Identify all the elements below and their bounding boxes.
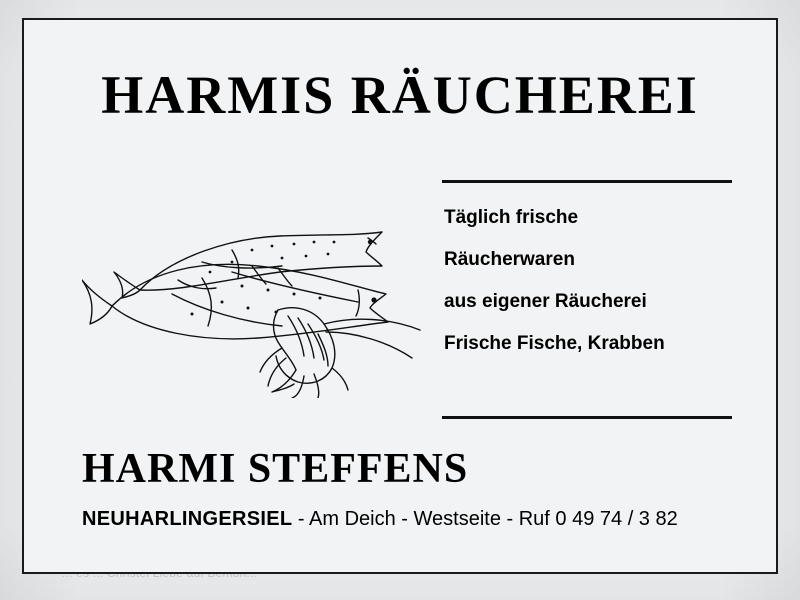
address-line (82, 509, 772, 529)
pitch-line-2: Räucherwaren (444, 249, 575, 270)
shrimp-shape (260, 308, 420, 398)
fish-lower-shape (82, 264, 388, 338)
pitch-line-1: Täglich frische (444, 207, 579, 228)
pitch-text (444, 208, 744, 353)
shop-name: HARMI STEFFENS (82, 446, 469, 492)
fish-illustration (82, 198, 422, 398)
ad-title: HARMIS RÄUCHEREI (101, 65, 699, 125)
address-details: - Am Deich - Westseite - Ruf 0 49 74 / 3 82 (292, 508, 678, 530)
advertisement (22, 18, 778, 574)
pitch-line-3: aus eigener Räucherei (444, 291, 647, 312)
divider-top (442, 180, 732, 183)
address-town: NEUHARLINGERSIEL (82, 508, 293, 530)
pitch-line-4: Frische Fische, Krabben (444, 333, 665, 354)
divider-bottom (442, 416, 732, 419)
